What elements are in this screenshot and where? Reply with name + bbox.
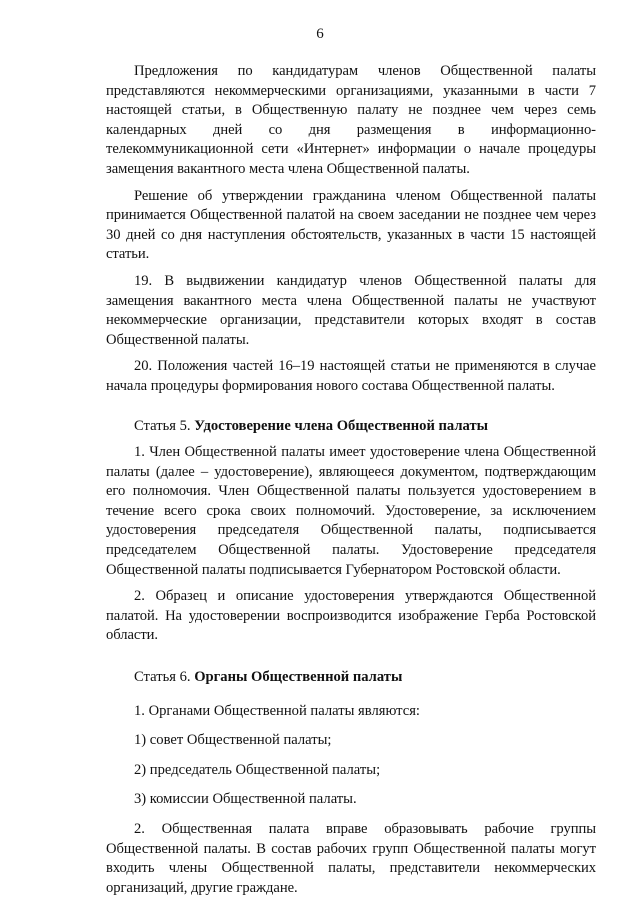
paragraph: 1. Член Общественной палаты имеет удостоверение члена Общественной палаты (далее – удостоверение), являющееся документом, подтверждающим его полномочия. Член Общественной палаты пользуется удостоверением в течение всего срока своих полномочий. Удостоверение, за исключением удостоверения председателя Общественной палаты, подписывается председателем Общественной палаты. Удостоверение председателя Общественной палаты подписывается Губернатором Ростовской области. [106, 444, 596, 578]
list-item: 2) председатель Общественной палаты; [134, 761, 381, 778]
paragraph: 20. Положения частей 16–19 настоящей статьи не применяются в случае начала процедуры формирования нового состава Общественной палаты. [106, 358, 596, 394]
page-number: 6 [316, 26, 324, 42]
list-item: 3) комиссии Общественной палаты. [134, 791, 357, 808]
paragraph: 2. Образец и описание удостоверения утверждаются Общественной палатой. На удостоверении воспроизводится изображение Герба Ростовской области. [106, 588, 596, 644]
article-5-prefix: Статья 5. [134, 417, 195, 434]
article-6-heading [106, 668, 596, 688]
paragraph: 19. В выдвижении кандидатур членов Общественной палаты для замещения вакантного места члена Общественной палаты не участвуют некоммерческие организации, представители которых входят в состав Общественной палаты. [106, 272, 596, 348]
paragraph: Предложения по кандидатурам членов Общественной палаты представляются некоммерческими организациями, указанными в части 7 настоящей статьи, в Общественную палату не позднее чем через семь календарных дней со дня размещения в информационно-телекоммуникационной сети «Интернет» информации о начале процедуры замещения вакантного места члена Общественной палаты. [106, 63, 596, 177]
paragraph: 1. Органами Общественной палаты являются: [134, 702, 420, 719]
paragraph: Решение об утверждении гражданина членом Общественной палаты принимается Общественной палатой на своем заседании не позднее чем через 30 дней со дня наступления обстоятельств, указанных в части 15 настоящей статьи. [106, 187, 596, 263]
document-body [106, 62, 596, 905]
article-5-heading [106, 417, 596, 437]
article-6-prefix: Статья 6. [134, 669, 195, 686]
list-item: 1) совет Общественной палаты; [134, 732, 332, 749]
paragraph: 2. Общественная палата вправе образовывать рабочие группы Общественной палаты. В состав рабочих групп Общественной палаты могут входить члены Общественной палаты, представители некоммерческих организаций, другие граждане. [106, 821, 596, 896]
article-6-title: Органы Общественной палаты [194, 669, 403, 686]
article-5-title: Удостоверение члена Общественной палаты [194, 417, 489, 434]
